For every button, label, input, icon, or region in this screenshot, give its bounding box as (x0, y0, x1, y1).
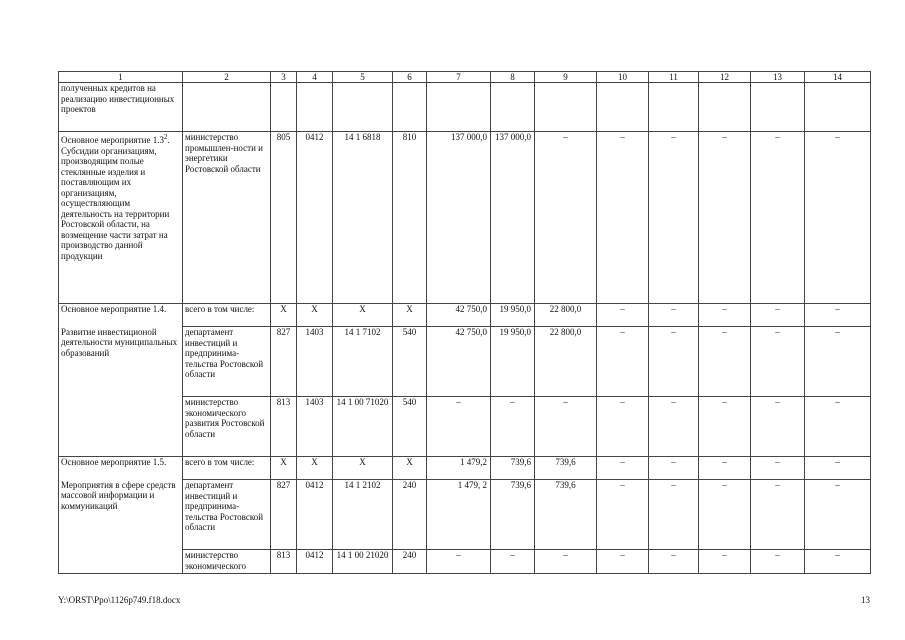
cell: – (699, 304, 751, 327)
cell: – (649, 132, 699, 304)
cell: 1403 (297, 327, 333, 397)
col-header: 7 (427, 72, 491, 83)
cell: – (699, 480, 751, 550)
cell: 14 1 7102 (333, 327, 393, 397)
table-row (59, 304, 871, 327)
cell: X (333, 457, 393, 480)
col-header: 1 (59, 72, 183, 83)
executor-cell: министерство экономического развития Ростовской области (183, 397, 271, 457)
executor-cell: министерство экономического (183, 550, 271, 574)
executor-cell: министерство промышлен-ности и энергетики Ростовской области (183, 132, 271, 304)
cell (427, 83, 491, 132)
cell (751, 83, 805, 132)
cell: 1 479, 2 (427, 480, 491, 550)
cell (333, 83, 393, 132)
table-row (59, 327, 871, 397)
cell: – (491, 550, 535, 574)
cell: 42 750,0 (427, 304, 491, 327)
page-number: 13 (861, 595, 870, 605)
cell: 0412 (297, 480, 333, 550)
cell: – (699, 132, 751, 304)
cell: – (751, 457, 805, 480)
col-header: 10 (597, 72, 649, 83)
activity-cell: полученных кредитов на реализацию инвестиционных проектов (59, 83, 183, 132)
cell: – (805, 397, 871, 457)
col-header: 8 (491, 72, 535, 83)
cell: 1403 (297, 397, 333, 457)
cell: – (699, 327, 751, 397)
cell: – (597, 550, 649, 574)
cell: X (297, 304, 333, 327)
cell: X (393, 304, 427, 327)
col-header: 9 (535, 72, 597, 83)
col-header: 3 (271, 72, 297, 83)
cell (699, 83, 751, 132)
cell: 827 (271, 327, 297, 397)
cell: – (535, 132, 597, 304)
cell: – (805, 480, 871, 550)
cell: – (597, 480, 649, 550)
cell: 0412 (297, 550, 333, 574)
cell: 137 000,0 (427, 132, 491, 304)
cell: 827 (271, 480, 297, 550)
cell: – (805, 304, 871, 327)
col-header: 4 (297, 72, 333, 83)
cell (805, 83, 871, 132)
cell: X (393, 457, 427, 480)
cell: 739,6 (491, 480, 535, 550)
col-header: 14 (805, 72, 871, 83)
activity-cell: Развитие инвестиционой деятельности муниципальных образований (59, 327, 183, 457)
cell: 540 (393, 397, 427, 457)
cell (491, 83, 535, 132)
cell: 813 (271, 550, 297, 574)
cell: 805 (271, 132, 297, 304)
activity-cell (59, 132, 183, 304)
cell: 810 (393, 132, 427, 304)
cell: – (805, 132, 871, 304)
cell (597, 83, 649, 132)
cell: 739,6 (491, 457, 535, 480)
cell: 22 800,0 (535, 327, 597, 397)
cell: – (805, 457, 871, 480)
cell: – (597, 132, 649, 304)
cell: 540 (393, 327, 427, 397)
cell: – (649, 327, 699, 397)
cell: – (535, 550, 597, 574)
cell: – (649, 550, 699, 574)
executor-cell (183, 83, 271, 132)
cell: – (699, 397, 751, 457)
cell: 14 1 00 71020 (333, 397, 393, 457)
cell (649, 83, 699, 132)
table-row (59, 83, 871, 132)
cell: 42 750,0 (427, 327, 491, 397)
column-number-row (59, 72, 871, 83)
table-row (59, 480, 871, 550)
cell (297, 83, 333, 132)
cell: 14 1 2102 (333, 480, 393, 550)
cell: – (751, 132, 805, 304)
cell: – (649, 480, 699, 550)
cell: 0412 (297, 132, 333, 304)
col-header: 13 (751, 72, 805, 83)
executor-cell: департамент инвестиций и предпринима-тельства Ростовской области (183, 327, 271, 397)
cell: 813 (271, 397, 297, 457)
cell: – (535, 397, 597, 457)
cell: X (271, 304, 297, 327)
cell: – (597, 304, 649, 327)
col-header: 5 (333, 72, 393, 83)
cell: X (297, 457, 333, 480)
executor-cell: департамент инвестиций и предпринима-тельства Ростовской области (183, 480, 271, 550)
cell: – (699, 550, 751, 574)
cell: – (649, 304, 699, 327)
cell: – (649, 397, 699, 457)
cell: – (751, 397, 805, 457)
cell: 739,6 (535, 480, 597, 550)
cell: – (597, 397, 649, 457)
cell: – (699, 457, 751, 480)
file-path: Y:\ORST\Ppo\1126p749.f18.docx (58, 595, 181, 605)
cell: – (597, 327, 649, 397)
cell (535, 83, 597, 132)
cell: 14 1 00 21020 (333, 550, 393, 574)
cell: – (805, 327, 871, 397)
activity-cell: Мероприятия в сфере средств массовой информации и коммуникаций (59, 480, 183, 574)
cell: – (597, 457, 649, 480)
cell: – (751, 327, 805, 397)
activity-cell: Основное мероприятие 1.5. (59, 457, 183, 480)
executor-cell: всего в том числе: (183, 304, 271, 327)
cell: X (271, 457, 297, 480)
cell: – (751, 304, 805, 327)
col-header: 11 (649, 72, 699, 83)
cell: – (805, 550, 871, 574)
activity-description: . Субсидии организациям, производящим полые стеклянные изделия и поставляющим их организациям, осуществляющим деятельность на территории Ростовской области, на возмещение части затрат на производство данной продукции (61, 135, 170, 261)
cell: X (333, 304, 393, 327)
cell: 19 950,0 (491, 327, 535, 397)
cell: 19 950,0 (491, 304, 535, 327)
budget-table (58, 71, 871, 574)
cell: – (427, 397, 491, 457)
activity-cell: Основное мероприятие 1.4. (59, 304, 183, 327)
col-header: 12 (699, 72, 751, 83)
cell: – (751, 550, 805, 574)
cell: 1 479,2 (427, 457, 491, 480)
cell: 137 000,0 (491, 132, 535, 304)
cell (271, 83, 297, 132)
cell: – (649, 457, 699, 480)
cell: – (427, 550, 491, 574)
table-row (59, 132, 871, 304)
cell: – (751, 480, 805, 550)
cell: 240 (393, 550, 427, 574)
footnote-mark: 2 (163, 133, 168, 141)
cell: 14 1 6818 (333, 132, 393, 304)
cell: 240 (393, 480, 427, 550)
table-row (59, 457, 871, 480)
cell: – (491, 397, 535, 457)
col-header: 2 (183, 72, 271, 83)
executor-cell: всего в том числе: (183, 457, 271, 480)
cell: 739,6 (535, 457, 597, 480)
cell: 22 800,0 (535, 304, 597, 327)
col-header: 6 (393, 72, 427, 83)
activity-title: Основное мероприятие 1.3 (61, 135, 164, 145)
cell (393, 83, 427, 132)
